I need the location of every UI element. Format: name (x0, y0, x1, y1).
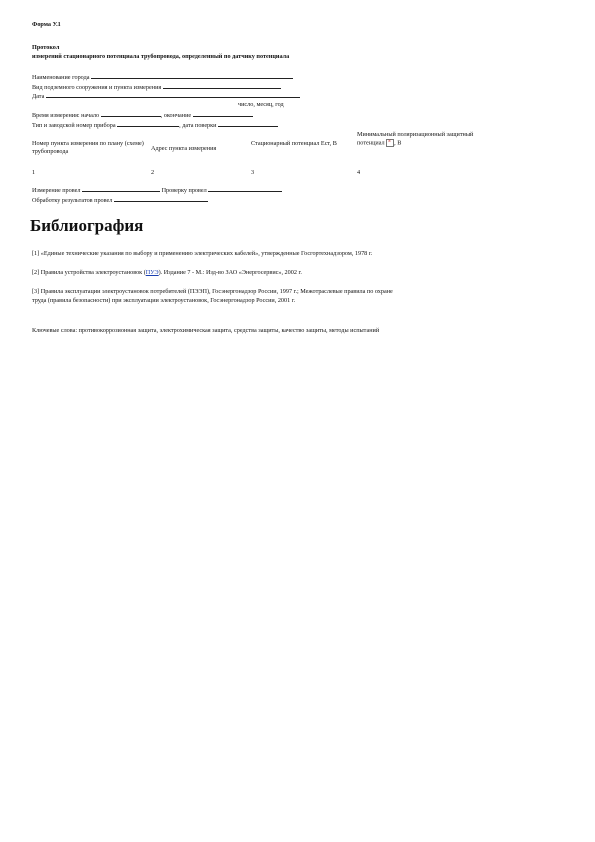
field-date-line (46, 91, 300, 98)
formula-image-icon (386, 139, 394, 147)
table-header-1: Номер пункта измерения по плану (схеме) трубопровода (32, 140, 144, 155)
field-device-label: Тип и заводской номер прибора (32, 122, 116, 129)
table-header-3: Стационарный потенциал Ест, В (251, 140, 337, 147)
protocol-title: Протокол (32, 44, 60, 51)
signoff-measured (32, 185, 282, 195)
bibliography-item-2 (32, 269, 302, 277)
table-col-number-1: 1 (32, 169, 36, 176)
field-facility-line (163, 82, 281, 89)
field-verify-line (218, 120, 278, 127)
signoff-measured-line (82, 185, 160, 192)
signoff-processed-line (114, 195, 208, 202)
field-city-label: Наименование города (32, 74, 90, 81)
signoff-checked-line (208, 185, 282, 192)
signoff-processed (32, 195, 208, 205)
signoff-checked-label: Проверку провел (161, 187, 207, 194)
field-city (32, 72, 293, 82)
bibliography-title: Библиография (30, 216, 144, 235)
signoff-processed-label: Обработку результатов провел (32, 197, 113, 204)
bibliography-item-3-line-2: труда (правила безопасности) при эксплуатации электроустановок, Госэнергонадзор России, 2001 г. (32, 297, 296, 304)
field-city-line (91, 72, 293, 79)
table-col-number-3: 3 (251, 169, 255, 176)
bibliography-item-1: [1] «Единые технические указания по выбору и применению электрических кабелей», утвержденные Госгортехнадзором, 1978 г. (32, 250, 373, 257)
field-time-end-label: , окончание (160, 112, 192, 119)
table-header-2: Адрес пункта измерения (151, 145, 217, 152)
table-header-4 (357, 131, 477, 147)
field-device (32, 120, 278, 130)
form-number: Форма У.1 (32, 21, 61, 28)
field-time (32, 110, 253, 120)
field-facility-label: Вид подземного сооружения и пункта измерения (32, 84, 162, 91)
bibliography-item-3-line-1: [3] Правила эксплуатации электроустановок потребителей (ПЭЭП), Госэнергонадзор России, 1997 г.; Межотраслевые правила по охране (32, 288, 393, 295)
table-col-number-2: 2 (151, 169, 155, 176)
bibliography-item-2-before: [2] Правила устройства электроустановок ( (32, 269, 146, 276)
field-date-label: Дата (32, 93, 45, 100)
pue-link[interactable]: ПУЭ (145, 269, 159, 276)
field-date-hint: число, месяц, год (238, 101, 284, 108)
protocol-subtitle: измерений стационарного потенциала трубопровода, определенный по датчику потенциала (32, 53, 290, 60)
field-time-start-line (101, 110, 161, 117)
table-col-number-4: 4 (357, 169, 361, 176)
table-header-4-label: Минимальный поляризационный защитный потенциал (357, 131, 474, 147)
bibliography-item-2-after: ). Издание 7 - М.: Изд-во ЗАО «Энергосервис», 2002 г. (158, 269, 302, 276)
field-verify-label: , дата поверки (179, 122, 217, 129)
field-device-line (117, 120, 179, 127)
field-time-label: Время измерения: начало (32, 112, 100, 119)
keywords: Ключевые слова: противокоррозионная защита, электрохимическая защита, средства защиты, качество защиты, методы испытаний (32, 327, 380, 334)
field-date (32, 91, 300, 101)
signoff-measured-label: Измерение провел (32, 187, 81, 194)
table-header-4-unit: , В (394, 139, 402, 147)
field-time-end-line (193, 110, 253, 117)
